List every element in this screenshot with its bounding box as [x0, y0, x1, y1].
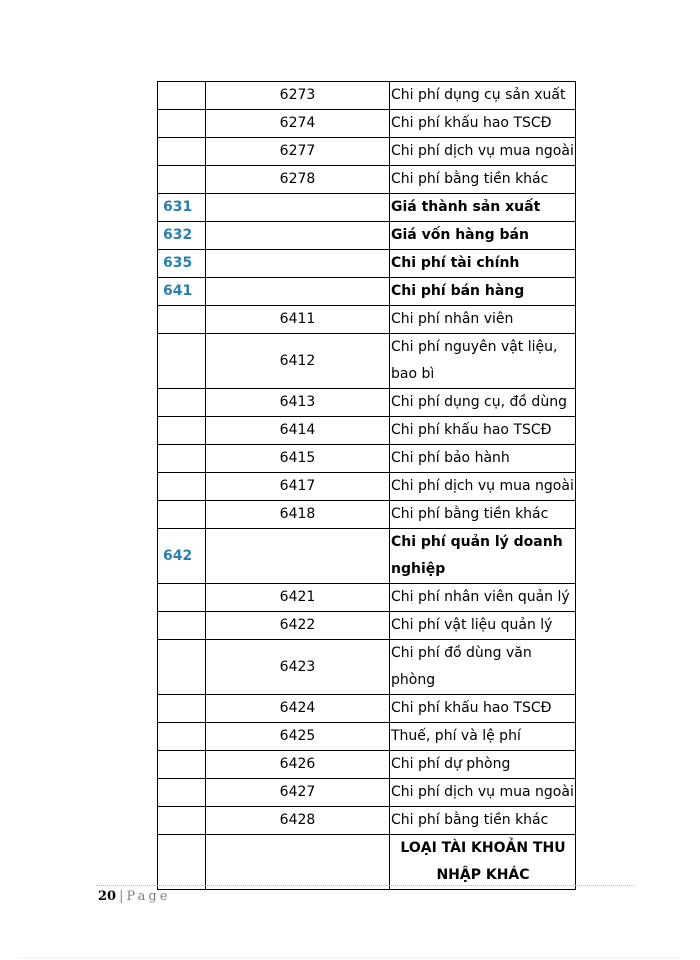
account-code	[158, 835, 206, 890]
account-name: Chi phí vật liệu quản lý	[390, 612, 576, 640]
table-row	[158, 278, 576, 306]
subaccount-code	[206, 250, 390, 278]
account-name: Chi phí khấu hao TSCĐ	[390, 417, 576, 445]
subaccount-code: 6424	[206, 695, 390, 723]
subaccount-code	[206, 278, 390, 306]
account-name: Chi phí bảo hành	[390, 445, 576, 473]
account-name: Chi phí tài chính	[390, 250, 576, 278]
account-name: Giá vốn hàng bán	[390, 222, 576, 250]
account-name: Chi phí nhân viên	[390, 306, 576, 334]
subaccount-code: 6427	[206, 779, 390, 807]
footer-divider	[96, 885, 634, 886]
subaccount-code: 6428	[206, 807, 390, 835]
subaccount-code: 6413	[206, 389, 390, 417]
account-code	[158, 306, 206, 334]
account-code	[158, 501, 206, 529]
table-row	[158, 473, 576, 501]
account-name: Chi phí dịch vụ mua ngoài	[390, 138, 576, 166]
table-row	[158, 250, 576, 278]
table-row	[158, 695, 576, 723]
table-row	[158, 306, 576, 334]
subaccount-code: 6274	[206, 110, 390, 138]
page-footer	[98, 889, 170, 904]
account-name: Chi phí nhân viên quản lý	[390, 584, 576, 612]
table-row	[158, 445, 576, 473]
subaccount-code: 6417	[206, 473, 390, 501]
subaccount-code: 6277	[206, 138, 390, 166]
section-heading: LOẠI TÀI KHOẢN THU NHẬP KHÁC	[390, 835, 576, 890]
account-code	[158, 417, 206, 445]
table-row	[158, 640, 576, 695]
table-row	[158, 501, 576, 529]
account-name: Chi phí dịch vụ mua ngoài	[390, 473, 576, 501]
table-row	[158, 751, 576, 779]
subaccount-code: 6414	[206, 417, 390, 445]
account-code	[158, 445, 206, 473]
table-row	[158, 529, 576, 584]
table-row	[158, 723, 576, 751]
account-code	[158, 473, 206, 501]
subaccount-code	[206, 194, 390, 222]
subaccount-code: 6415	[206, 445, 390, 473]
account-code	[158, 640, 206, 695]
account-name: Chi phí bán hàng	[390, 278, 576, 306]
account-name: Chi phí bằng tiền khác	[390, 807, 576, 835]
account-code	[158, 334, 206, 389]
account-code: 632	[158, 222, 206, 250]
subaccount-code: 6422	[206, 612, 390, 640]
account-name: Chi phí quản lý doanh nghiệp	[390, 529, 576, 584]
account-name: Chi phí dụng cụ, đồ dùng	[390, 389, 576, 417]
account-code: 642	[158, 529, 206, 584]
account-name: Giá thành sản xuất	[390, 194, 576, 222]
table-row	[158, 334, 576, 389]
subaccount-code: 6421	[206, 584, 390, 612]
account-code	[158, 138, 206, 166]
table-row	[158, 138, 576, 166]
page-bottom-divider	[20, 957, 680, 958]
table-row	[158, 807, 576, 835]
subaccount-code: 6426	[206, 751, 390, 779]
account-name: Chi phí khấu hao TSCĐ	[390, 695, 576, 723]
subaccount-code: 6412	[206, 334, 390, 389]
account-name: Chi phí dụng cụ sản xuất	[390, 82, 576, 110]
account-code: 631	[158, 194, 206, 222]
table-row	[158, 389, 576, 417]
account-code	[158, 751, 206, 779]
account-name: Chi phí đồ dùng văn phòng	[390, 640, 576, 695]
table-row	[158, 417, 576, 445]
subaccount-code	[206, 835, 390, 890]
account-table	[157, 81, 576, 890]
account-code	[158, 110, 206, 138]
subaccount-code: 6425	[206, 723, 390, 751]
subaccount-code: 6423	[206, 640, 390, 695]
account-name: Thuế, phí và lệ phí	[390, 723, 576, 751]
subaccount-code	[206, 222, 390, 250]
subaccount-code	[206, 529, 390, 584]
account-code	[158, 82, 206, 110]
account-code	[158, 389, 206, 417]
table-row	[158, 222, 576, 250]
subaccount-code: 6278	[206, 166, 390, 194]
account-code	[158, 695, 206, 723]
subaccount-code: 6411	[206, 306, 390, 334]
account-name: Chi phí nguyên vật liệu, bao bì	[390, 334, 576, 389]
account-name: Chi phí dự phòng	[390, 751, 576, 779]
account-name: Chi phí bằng tiền khác	[390, 166, 576, 194]
account-code	[158, 779, 206, 807]
table-row	[158, 779, 576, 807]
subaccount-code: 6273	[206, 82, 390, 110]
account-code: 641	[158, 278, 206, 306]
table-row	[158, 835, 576, 890]
account-code	[158, 723, 206, 751]
page-label: Page	[126, 889, 171, 904]
account-name: Chi phí dịch vụ mua ngoài	[390, 779, 576, 807]
table-row	[158, 82, 576, 110]
account-code	[158, 807, 206, 835]
account-code: 635	[158, 250, 206, 278]
table-row	[158, 166, 576, 194]
account-name: Chi phí bằng tiền khác	[390, 501, 576, 529]
table-row	[158, 612, 576, 640]
table-row	[158, 584, 576, 612]
account-code	[158, 166, 206, 194]
page-number: 20	[98, 889, 117, 904]
account-name: Chi phí khấu hao TSCĐ	[390, 110, 576, 138]
account-code	[158, 584, 206, 612]
table-row	[158, 194, 576, 222]
table-row	[158, 110, 576, 138]
footer-separator: |	[119, 889, 124, 904]
account-code	[158, 612, 206, 640]
subaccount-code: 6418	[206, 501, 390, 529]
